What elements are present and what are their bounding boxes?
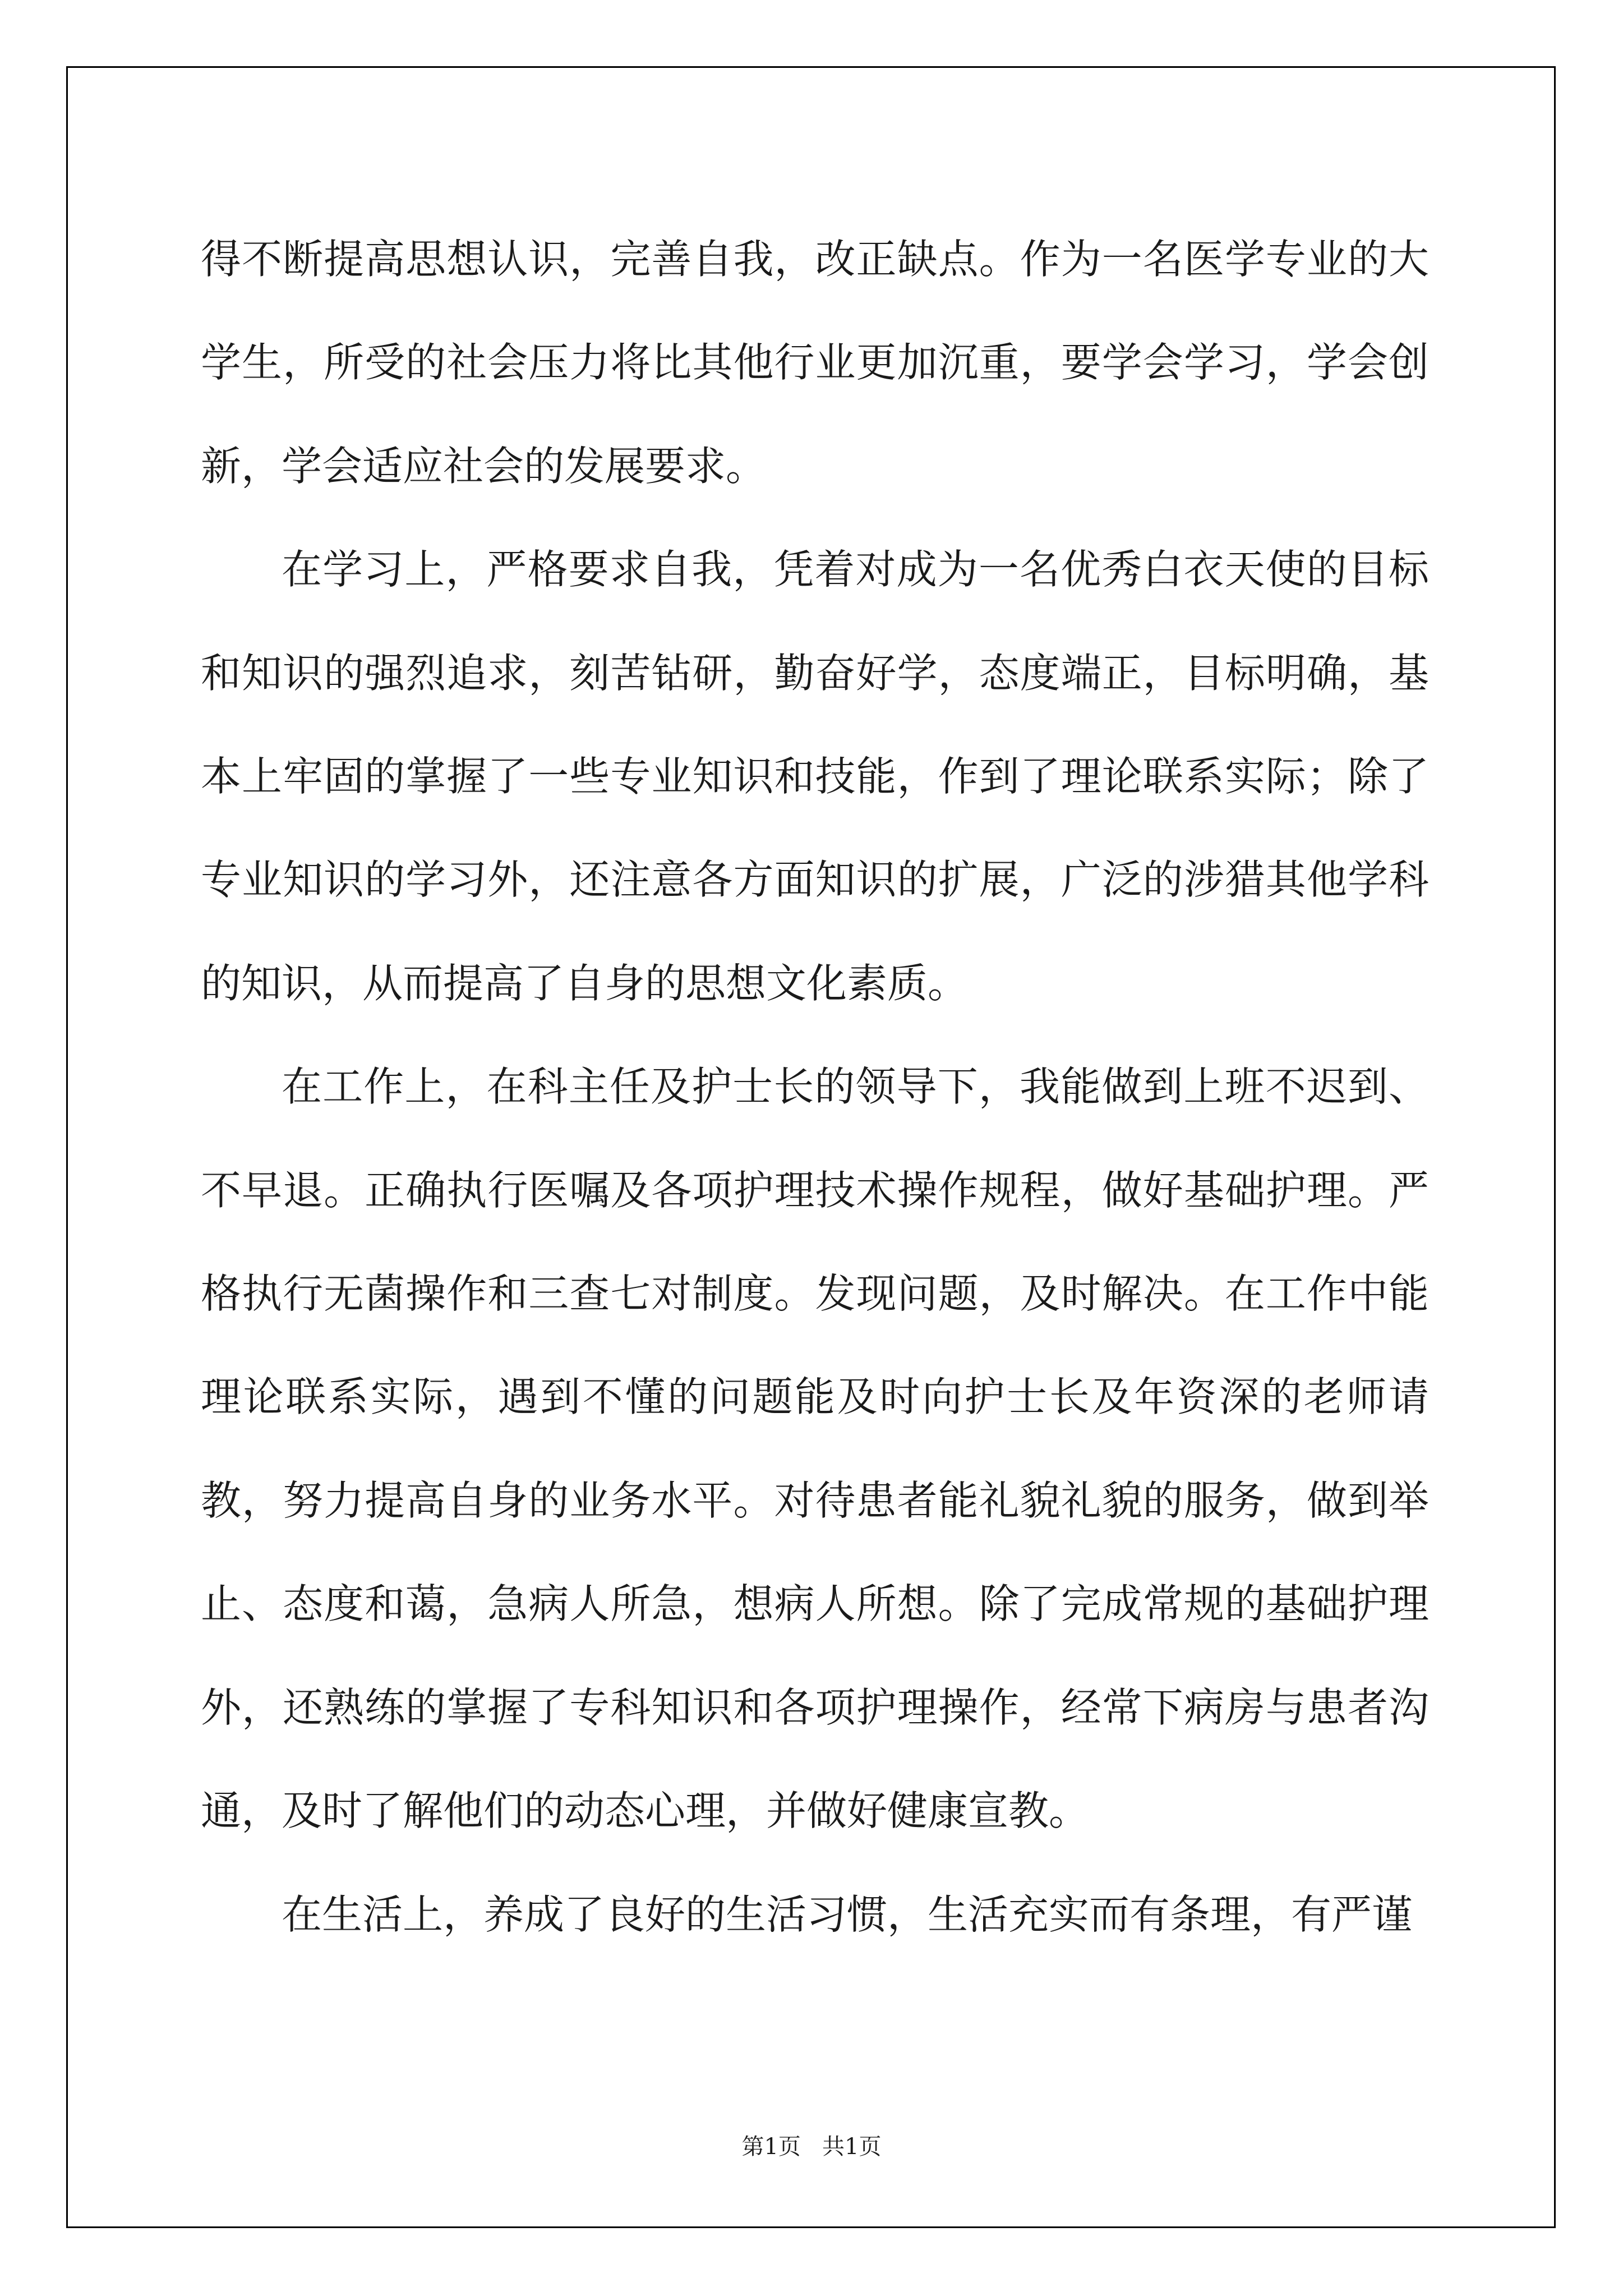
- paragraph: 在工作上，在科主任及护士长的领导下，我能做到上班不迟到、不早退。正确执行医嘱及各项护理技术操作规程，做好基础护理。严格执行无菌操作和三查七对制度。发现问题，及时解决。在工作中能理论联系实际，遇到不懂的问题能及时向护士长及年资深的老师请教，努力提高自身的业务水平。对待患者能礼貌礼貌的服务，做到举止、态度和蔼，急病人所急，想病人所想。除了完成常规的基础护理外，还熟练的掌握了专科知识和各项护理操作，经常下病房与患者沟通，及时了解他们的动态心理，并做好健康宣教。: [201, 1063, 1429, 1835]
- paragraph: 得不断提高思想认识，完善自我，改正缺点。作为一名医学专业的大学生，所受的社会压力将比其他行业更加沉重，要学会学习，学会创新，学会适应社会的发展要求。: [201, 236, 1429, 490]
- paragraph: 在学习上，严格要求自我，凭着对成为一名优秀白衣天使的目标和知识的强烈追求，刻苦钻研，勤奋好学，态度端正，目标明确，基本上牢固的掌握了一些专业知识和技能，作到了理论联系实际；除了专业知识的学习外，还注意各方面知识的扩展，广泛的涉猎其他学科的知识，从而提高了自身的思想文化素质。: [201, 546, 1429, 1007]
- page-number-footer: 第1页 共1页: [741, 2134, 882, 2160]
- paragraph: 在生活上，养成了良好的生活习惯，生活充实而有条理，有严谨: [282, 1890, 1413, 1938]
- document-body: [201, 208, 1429, 1966]
